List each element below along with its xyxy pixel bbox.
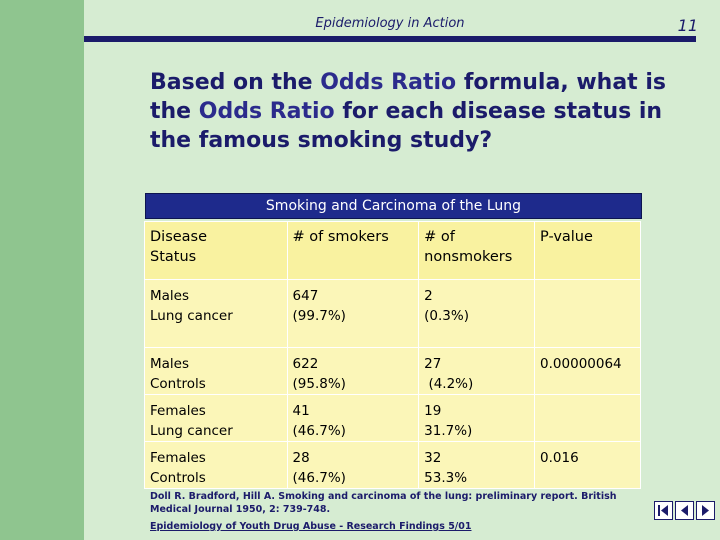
odds-ratio-term: Odds Ratio xyxy=(198,99,335,124)
header-title: Epidemiology in Action xyxy=(315,16,465,31)
table-row xyxy=(145,442,641,489)
cell-smokers: 28 (46.7%) xyxy=(287,442,419,489)
header-smokers: # of smokers xyxy=(287,222,419,280)
next-slide-icon[interactable] xyxy=(696,501,715,520)
cell-status: Females Controls xyxy=(145,442,288,489)
cell-smokers: 41 (46.7%) xyxy=(287,395,419,442)
question-text: Based on the Odds Ratio formula, what is the Odds Ratio for each disease status in the famous smoking study? xyxy=(150,70,666,153)
cell-nonsmokers: 2 (0.3%) xyxy=(419,280,535,348)
header-pvalue: P-value xyxy=(535,222,641,280)
cell-pvalue: 0.016 xyxy=(535,442,641,489)
cell-nonsmokers: 32 53.3% xyxy=(419,442,535,489)
table-row xyxy=(145,348,641,395)
cell-status: Males Controls xyxy=(145,348,288,395)
cell-nonsmokers: 19 31.7%) xyxy=(419,395,535,442)
cell-nonsmokers: 27 (4.2%) xyxy=(419,348,535,395)
page-number: 11 xyxy=(677,16,698,35)
table-row xyxy=(145,280,641,348)
first-slide-icon[interactable] xyxy=(654,501,673,520)
citation: Doll R. Bradford, Hill A. Smoking and carcinoma of the lung: preliminary report. British Medical Journal 1950, 2: 739-748. xyxy=(150,491,617,515)
sidebar-band xyxy=(0,0,84,540)
previous-slide-icon[interactable] xyxy=(675,501,694,520)
cell-pvalue: 0.00000064 xyxy=(535,348,641,395)
cell-smokers: 647 (99.7%) xyxy=(287,280,419,348)
header-rule xyxy=(84,36,696,42)
cell-smokers: 622 (95.8%) xyxy=(287,348,419,395)
table-row xyxy=(145,395,641,442)
cell-pvalue xyxy=(535,395,641,442)
header-nonsmokers: # of nonsmokers xyxy=(419,222,535,280)
cell-status: Males Lung cancer xyxy=(145,280,288,348)
header-disease-status: Disease Status xyxy=(145,222,288,280)
cell-pvalue xyxy=(535,280,641,348)
footer-link[interactable]: Epidemiology of Youth Drug Abuse - Research Findings 5/01 xyxy=(150,521,472,532)
smoking-table xyxy=(144,221,641,489)
table-header-row xyxy=(145,222,641,280)
table-title: Smoking and Carcinoma of the Lung xyxy=(145,193,642,219)
cell-status: Females Lung cancer xyxy=(145,395,288,442)
odds-ratio-term: Odds Ratio xyxy=(320,70,457,95)
